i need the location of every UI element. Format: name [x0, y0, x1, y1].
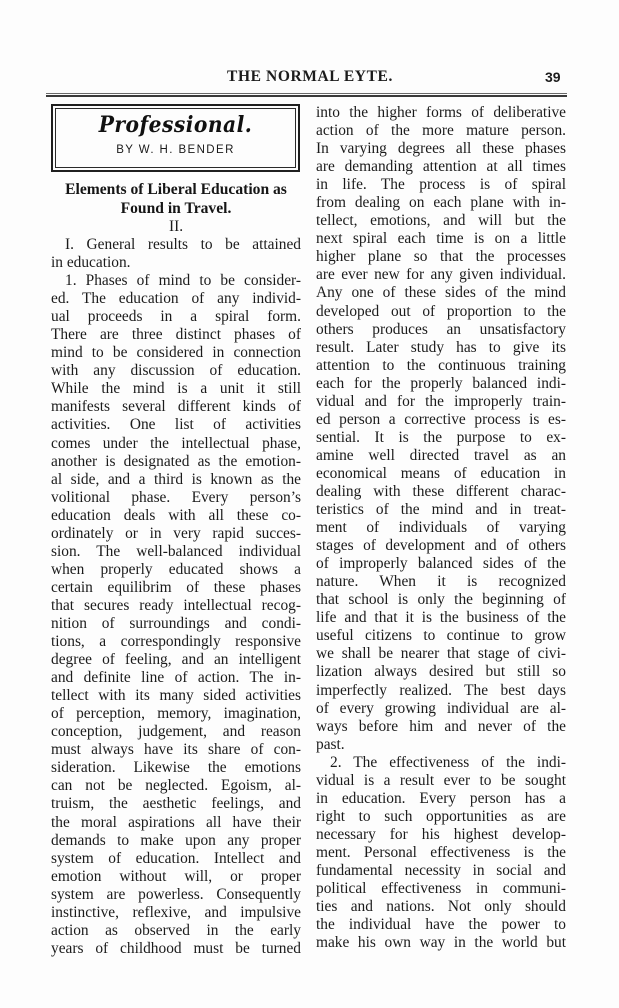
- text-line: demands to make upon any proper: [51, 831, 301, 849]
- text-line: ed person a corrective process is es-: [316, 410, 566, 428]
- right-column: [316, 104, 566, 952]
- text-line: that school is only the beginning of: [316, 591, 566, 609]
- text-line: truism, the aesthetic feelings, and: [51, 795, 301, 813]
- text-line: ment of individuals of varying: [316, 519, 566, 537]
- article-title: [51, 180, 301, 218]
- text-line: stages of development and of others: [316, 537, 566, 555]
- department-box: [51, 104, 300, 172]
- text-line: mind to be considered in connection: [51, 344, 301, 362]
- text-line: manifests several different kinds of: [51, 398, 301, 416]
- text-line: that secures ready intellectual recog-: [51, 596, 301, 614]
- text-line: ment. Personal effectiveness is the: [316, 843, 566, 861]
- text-line: tellect with its many sided activities: [51, 687, 301, 705]
- text-line: of improperly balanced sides of the: [316, 555, 566, 573]
- text-line: There are three distinct phases of: [51, 326, 301, 344]
- author-byline: BY W. H. BENDER: [116, 144, 235, 156]
- text-line: higher plane so that the processes: [316, 248, 566, 266]
- text-line: are demanding attention at all times: [316, 158, 566, 176]
- text-line: volitional phase. Every person’s: [51, 488, 301, 506]
- text-line: useful citizens to continue to grow: [316, 627, 566, 645]
- left-column: [51, 180, 301, 958]
- text-line: sideration. Likewise the emotions: [51, 759, 301, 777]
- text-line: another is designated as the emotion-: [51, 452, 301, 470]
- text-line: and definite line of action. The in-: [51, 669, 301, 687]
- text-line: ed. The education of any individ-: [51, 290, 301, 308]
- text-line: we shall be nearer that stage of civi-: [316, 645, 566, 663]
- text-line: vidual is a result ever to be sought: [316, 771, 566, 789]
- text-line: I. General results to be attained: [65, 236, 301, 253]
- text-line: al side, and a third is known as the: [51, 470, 301, 488]
- text-line: nature. When it is recognized: [316, 573, 566, 591]
- text-line: ties and nations. Not only should: [316, 898, 566, 916]
- text-line: nition of surroundings and condi-: [51, 614, 301, 632]
- text-line: with any discussion of education.: [51, 362, 301, 380]
- right-column-text: [316, 104, 566, 952]
- text-line: next spiral each time is on a little: [316, 230, 566, 248]
- text-line: action as observed in the early: [51, 921, 301, 939]
- text-line: emotion without will, or proper: [51, 867, 301, 885]
- text-line: in education. Every person has a: [316, 789, 566, 807]
- text-line: years of childhood must be turned: [51, 939, 301, 957]
- running-head: [0, 68, 619, 88]
- header-rule-thin: [46, 93, 567, 94]
- text-line: degree of feeling, and an intelligent: [51, 651, 301, 669]
- text-line: vidual and for the improperly train-: [316, 392, 566, 410]
- text-line: 2. The effectiveness of the indi-: [330, 753, 566, 771]
- text-line: right to such opportunities as are: [316, 807, 566, 825]
- text-line: activities. One list of activities: [51, 416, 301, 434]
- text-line: instinctive, reflexive, and impulsive: [51, 903, 301, 921]
- text-line: sential. It is the purpose to ex-: [316, 428, 566, 446]
- article-title-line-2: Found in Travel.: [120, 200, 232, 217]
- text-line: the individual have the power to: [316, 916, 566, 934]
- text-line: teristics of the mind and in treat-: [316, 501, 566, 519]
- text-line: of perception, memory, imagination,: [51, 705, 301, 723]
- text-line: education deals with all these co-: [51, 506, 301, 524]
- text-line: ual proceeds in a spiral form.: [51, 308, 301, 326]
- text-line: each for the properly balanced indi-: [316, 374, 566, 392]
- text-line: action of the more mature person.: [316, 122, 566, 140]
- text-line: conception, judgement, and reason: [51, 723, 301, 741]
- article-title-line-1: Elements of Liberal Education as: [65, 181, 287, 198]
- text-line: In varying degrees all these phases: [316, 140, 566, 158]
- text-line: lization always desired but still so: [316, 663, 566, 681]
- text-line: are ever new for any given individual.: [316, 266, 566, 284]
- page-number: 39: [545, 69, 561, 85]
- text-line: fundamental necessity in social and: [316, 861, 566, 879]
- text-line: the moral aspirations all have their: [51, 813, 301, 831]
- article-part-number: II.: [168, 218, 184, 235]
- text-line: 1. Phases of mind to be consider-: [65, 272, 301, 290]
- text-line: when properly educated shows a: [51, 560, 301, 578]
- text-line: system of education. Intellect and: [51, 849, 301, 867]
- text-line: ordinately or in very rapid succes-: [51, 524, 301, 542]
- department-title: Professional.: [98, 112, 253, 138]
- text-line: comes under the intellectual phase,: [51, 434, 301, 452]
- text-line: certain equilibrim of these phases: [51, 578, 301, 596]
- text-line: dealing with these different charac-: [316, 482, 566, 500]
- text-line: ways before him and never of the: [316, 717, 566, 735]
- publication-title: THE NORMAL EYTE.: [227, 68, 393, 85]
- text-line: political effectiveness in communi-: [316, 880, 566, 898]
- text-line: must always have its share of con-: [51, 741, 301, 759]
- text-line: developed out of proportion to the: [316, 302, 566, 320]
- left-column-text: [51, 236, 301, 958]
- text-line: imperfectly realized. The best days: [316, 681, 566, 699]
- text-line: tellect, emotions, and will but the: [316, 212, 566, 230]
- text-line: can not be neglected. Egoism, al-: [51, 777, 301, 795]
- header-rule: [46, 93, 567, 98]
- text-line: necessary for his highest develop-: [316, 825, 566, 843]
- text-line: in life. The process is of spiral: [316, 176, 566, 194]
- text-line: of every growing individual are al-: [316, 699, 566, 717]
- text-line: While the mind is a unit it still: [51, 380, 301, 398]
- text-line: attention to the continuous training: [316, 356, 566, 374]
- text-line: from dealing on each plane with in-: [316, 194, 566, 212]
- text-line: others produces an unsatisfactory: [316, 320, 566, 338]
- text-line: life and that it is the business of the: [316, 609, 566, 627]
- text-line: amine well directed travel as an: [316, 446, 566, 464]
- text-line: past.: [316, 735, 345, 753]
- text-line: sion. The well-balanced individual: [51, 542, 301, 560]
- text-line: result. Later study has to give its: [316, 338, 566, 356]
- text-line: Any one of these sides of the mind: [316, 284, 566, 302]
- text-line: make his own way in the world but: [316, 934, 566, 952]
- text-line: in education.: [51, 254, 131, 272]
- text-line: tions, a correspondingly responsive: [51, 633, 301, 651]
- header-rule-thick: [46, 95, 567, 97]
- text-line: economical means of education in: [316, 464, 566, 482]
- text-line: system are powerless. Consequently: [51, 885, 301, 903]
- text-line: into the higher forms of deliberative: [316, 104, 566, 121]
